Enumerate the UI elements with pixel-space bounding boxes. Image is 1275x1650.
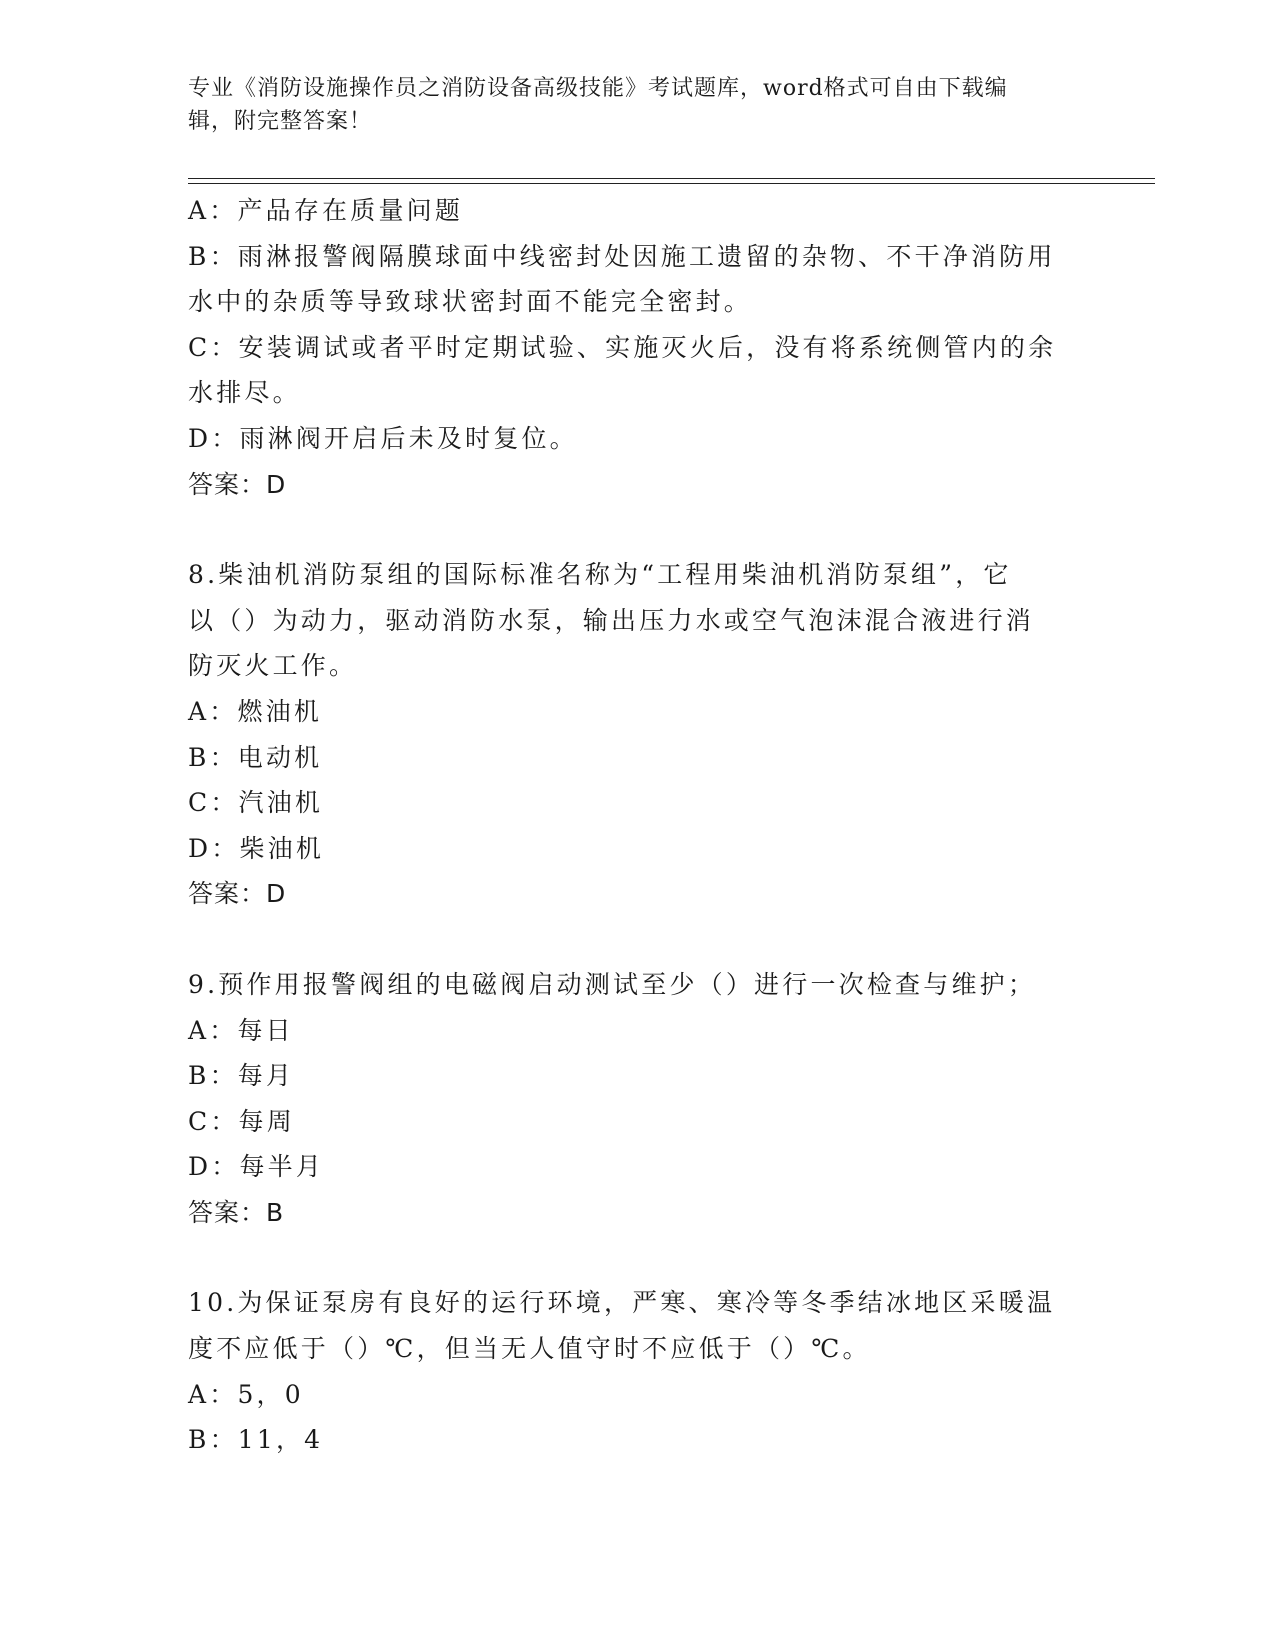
option-b-line-1: B：雨淋报警阀隔膜球面中线密封处因施工遗留的杂物、不干净消防用 bbox=[188, 241, 1056, 271]
header-line-2: 辑，附完整答案！ bbox=[188, 109, 373, 134]
option-d: D：每半月 bbox=[188, 1152, 325, 1182]
document-header bbox=[188, 72, 1068, 138]
question-list bbox=[188, 188, 1088, 1463]
question-10 bbox=[188, 1280, 1088, 1462]
option-c: C：汽油机 bbox=[188, 788, 324, 818]
question-9 bbox=[188, 962, 1088, 1236]
option-c-line-2: 水排尽。 bbox=[188, 378, 301, 408]
question-stem-line-3: 防灭火工作。 bbox=[188, 651, 358, 681]
option-b: B：11，4 bbox=[188, 1425, 324, 1455]
option-c-line-1: C：安装调试或者平时定期试验、实施灭火后，没有将系统侧管内的余 bbox=[188, 332, 1057, 362]
question-stem-line-1: 9.预作用报警阀组的电磁阀启动测试至少（）进行一次检查与维护； bbox=[188, 969, 1037, 999]
option-a: A：每日 bbox=[188, 1015, 294, 1045]
answer-label: 答案：B bbox=[188, 1197, 285, 1227]
question-8 bbox=[188, 552, 1088, 917]
option-a: A：产品存在质量问题 bbox=[188, 196, 464, 225]
option-b: B：每月 bbox=[188, 1061, 295, 1091]
option-a: A：5，0 bbox=[188, 1379, 304, 1409]
question-7-options bbox=[188, 188, 1088, 507]
answer-label: 答案：D bbox=[188, 469, 287, 499]
answer-label: 答案：D bbox=[188, 879, 287, 909]
header-line-1: 专业《消防设施操作员之消防设备高级技能》考试题库，word格式可自由下载编 bbox=[188, 76, 1008, 101]
option-b-line-2: 水中的杂质等导致球状密封面不能完全密封。 bbox=[188, 287, 753, 317]
question-stem-line-2: 度不应低于（）℃，但当无人值守时不应低于（）℃。 bbox=[188, 1334, 871, 1364]
question-stem-line-2: 以（）为动力，驱动消防水泵，输出压力水或空气泡沫混合液进行消 bbox=[188, 605, 1035, 635]
header-divider-top bbox=[188, 178, 1155, 179]
option-a: A：燃油机 bbox=[188, 696, 323, 726]
option-b: B：电动机 bbox=[188, 742, 323, 772]
header-divider-bottom bbox=[188, 183, 1155, 184]
question-stem-line-1: 10.为保证泵房有良好的运行环境，严寒、寒冷等冬季结冰地区采暖温 bbox=[188, 1288, 1056, 1318]
question-stem-line-1: 8.柴油机消防泵组的国际标准名称为“工程用柴油机消防泵组”，它 bbox=[188, 560, 1012, 590]
option-c: C：每周 bbox=[188, 1106, 295, 1136]
option-d: D：柴油机 bbox=[188, 833, 325, 863]
option-d: D：雨淋阀开启后未及时复位。 bbox=[188, 423, 578, 453]
